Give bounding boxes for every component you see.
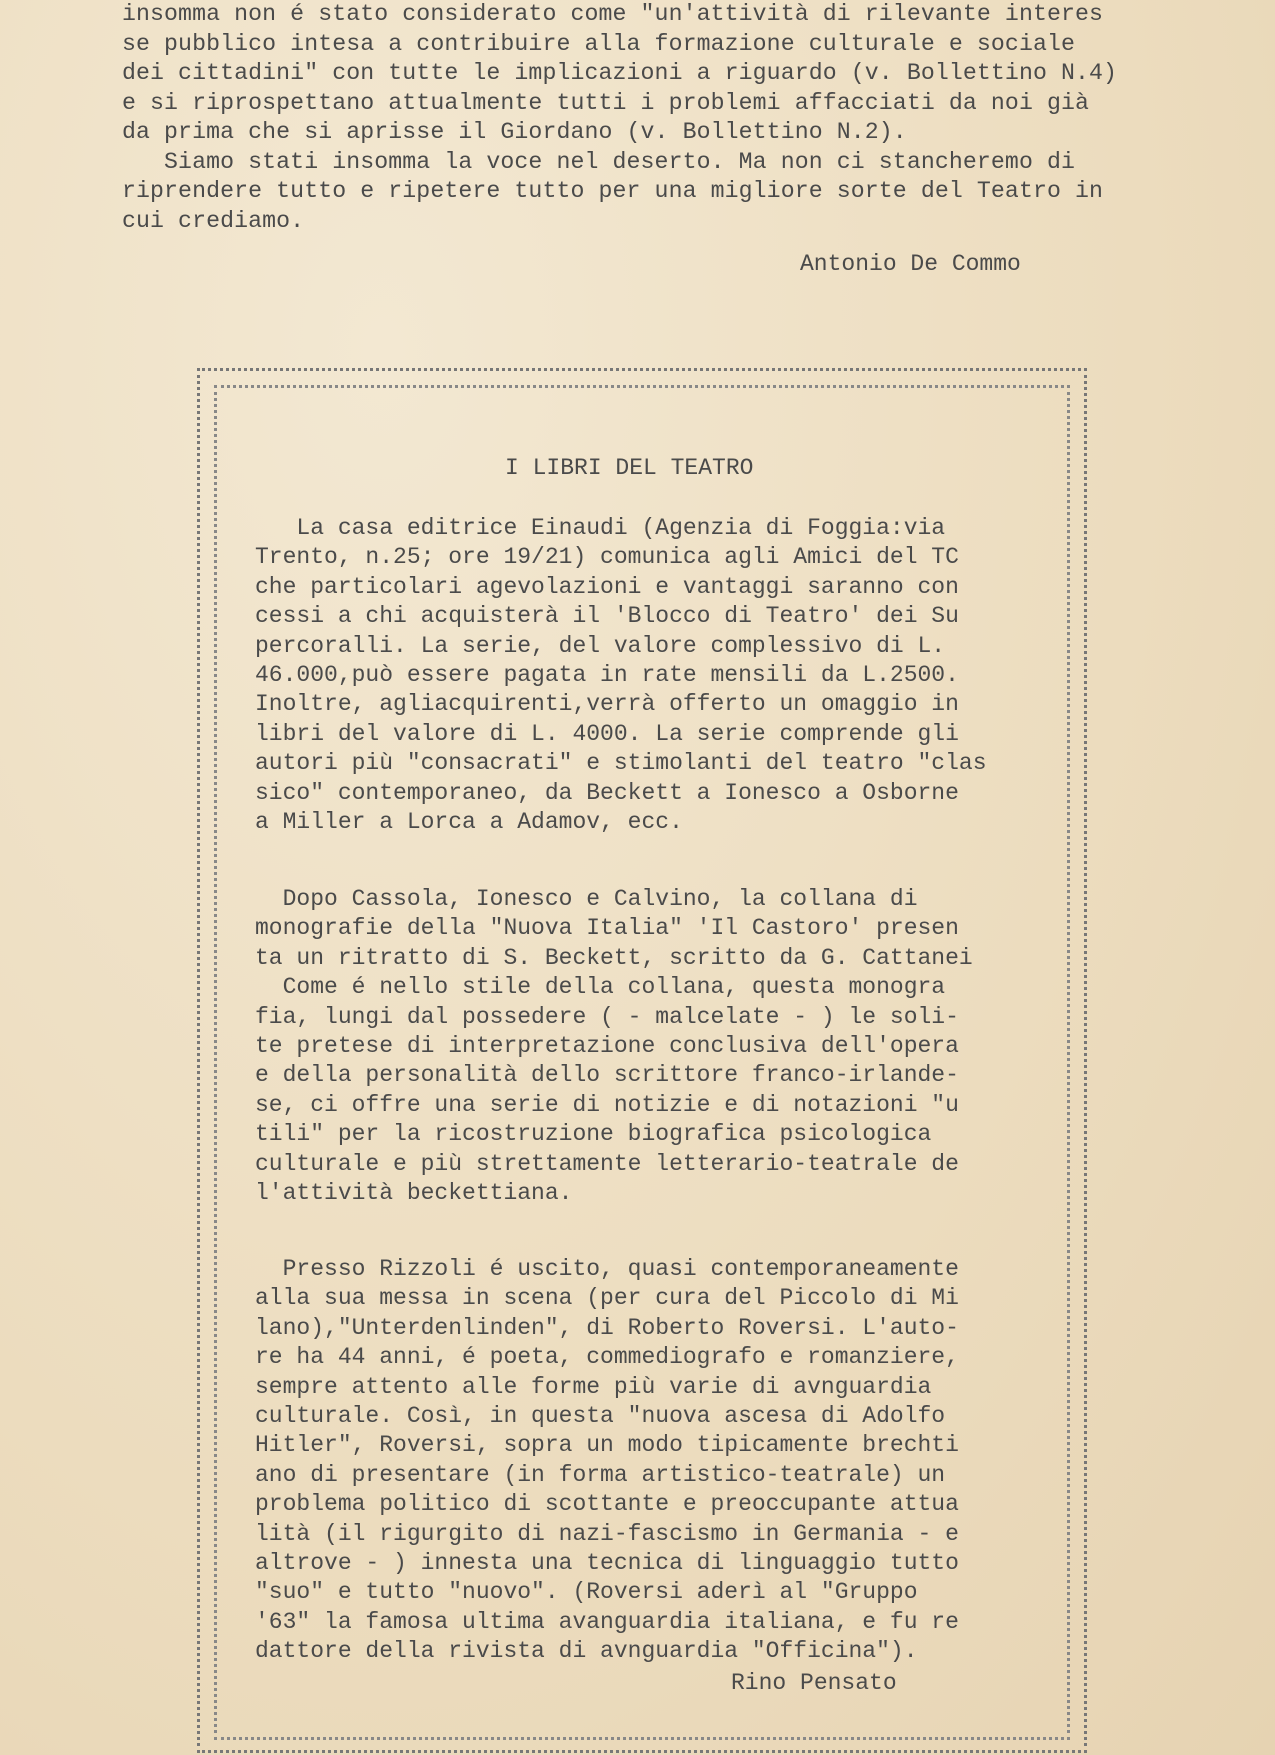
text-line: autori più "consacrati" e stimolanti del teatro "clas — [255, 750, 987, 777]
text-line: l'attività beckettiana. — [255, 1179, 573, 1206]
text-line: da prima che si aprisse il Giordano (v. Bollettino N.2). — [122, 119, 907, 145]
article-signature: Antonio De Commo — [800, 251, 1021, 277]
box-signature: Rino Pensato — [731, 1670, 897, 1696]
text-line: cessi a chi acquisterà il 'Blocco di Teatro' dei Su — [255, 603, 959, 630]
text-line: "suo" e tutto "nuovo". (Roversi aderì al "Gruppo — [255, 1579, 918, 1606]
text-line: re ha 44 anni, é poeta, commediografo e romanziere, — [255, 1344, 959, 1371]
text-line: e si riprospettano attualmente tutti i problemi affacciati da noi già — [122, 89, 1090, 116]
text-line: dei cittadini" con tutte le implicazioni a riguardo (v. Bollettino N.4) — [122, 60, 1118, 86]
text-line: 46.000,può essere pagata in rate mensili da L.2500. — [255, 661, 959, 688]
text-line: Trento, n.25; ore 19/21) comunica agli Amici del TC — [255, 544, 959, 571]
text-line: ano di presentare (in forma artistico-teatrale) un — [255, 1461, 946, 1488]
text-line: lità (il rigurgito di nazi-fascismo in Germania - e — [255, 1520, 959, 1547]
section-title: I LIBRI DEL TEATRO — [505, 455, 754, 481]
text-line: percoralli. La serie, del valore complessivo di L. — [255, 632, 946, 659]
text-line: '63" la famosa ultima avanguardia italiana, e fu re — [255, 1608, 959, 1635]
text-line: alla sua messa in scena (per cura del Piccolo di Mi — [255, 1285, 959, 1312]
text-line: tili" per la ricostruzione biografica psicologica — [255, 1121, 932, 1148]
text-line: e della personalità dello scrittore franco-irlande- — [255, 1062, 959, 1089]
text-line: culturale e più strettamente letterario-teatrale de — [255, 1150, 959, 1177]
text-line: insomma non é stato considerato come "un'attività di rilevante interes — [122, 1, 1104, 27]
text-line: monografie della "Nuova Italia" 'Il Castoro' presen — [255, 915, 959, 942]
text-line: altrove - ) innesta una tecnica di linguaggio tutto — [255, 1549, 959, 1576]
text-line: libri del valore di L. 4000. La serie comprende gli — [255, 720, 959, 747]
paragraph-rizzoli — [255, 1255, 1055, 1666]
text-line: La casa editrice Einaudi (Agenzia di Foggia:via — [255, 515, 946, 541]
text-line: fia, lungi dal possedere ( - malcelate - ) le soli- — [255, 1003, 959, 1030]
text-line: riprendere tutto e ripetere tutto per una migliore sorte del Teatro in — [122, 178, 1104, 204]
text-line: sempre attento alle forme più varie di avnguardia — [255, 1373, 932, 1400]
text-line: Siamo stati insomma la voce nel deserto. Ma non ci stancheremo di — [122, 148, 1076, 175]
text-line: se pubblico intesa a contribuire alla formazione culturale e sociale — [122, 30, 1076, 57]
text-line: Inoltre, agliacquirenti,verrà offerto un omaggio in — [255, 691, 959, 718]
text-line: Hitler", Roversi, sopra un modo tipicamente brechti — [255, 1432, 959, 1459]
text-line: culturale. Così, in questa "nuova ascesa di Adolfo — [255, 1402, 946, 1429]
top-text-block — [122, 0, 1212, 236]
paragraph-einaudi — [255, 514, 1055, 837]
text-line: che particolari agevolazioni e vantaggi saranno con — [255, 573, 959, 600]
text-line: problema politico di scottante e preoccupante attua — [255, 1491, 959, 1518]
text-line: dattore della rivista di avnguardia "Officina"). — [255, 1638, 918, 1665]
text-line: Presso Rizzoli é uscito, quasi contemporaneamente — [255, 1256, 959, 1282]
text-line: sico" contemporaneo, da Beckett a Ionesco a Osborne — [255, 779, 959, 806]
text-line: Come é nello stile della collana, questa monogra — [255, 974, 946, 1001]
text-line: Dopo Cassola, Ionesco e Calvino, la collana di — [255, 886, 918, 912]
text-line: lano),"Unterdenlinden", di Roberto Roversi. L'auto- — [255, 1314, 959, 1341]
text-line: se, ci offre una serie di notizie e di notazioni "u — [255, 1091, 959, 1118]
paragraph-castoro — [255, 885, 1055, 1208]
text-line: te pretese di interpretazione conclusiva dell'opera — [255, 1032, 959, 1059]
text-line: cui crediamo. — [122, 207, 305, 234]
text-line: a Miller a Lorca a Adamov, ecc. — [255, 808, 683, 835]
text-line: ta un ritratto di S. Beckett, scritto da G. Cattanei — [255, 944, 973, 971]
